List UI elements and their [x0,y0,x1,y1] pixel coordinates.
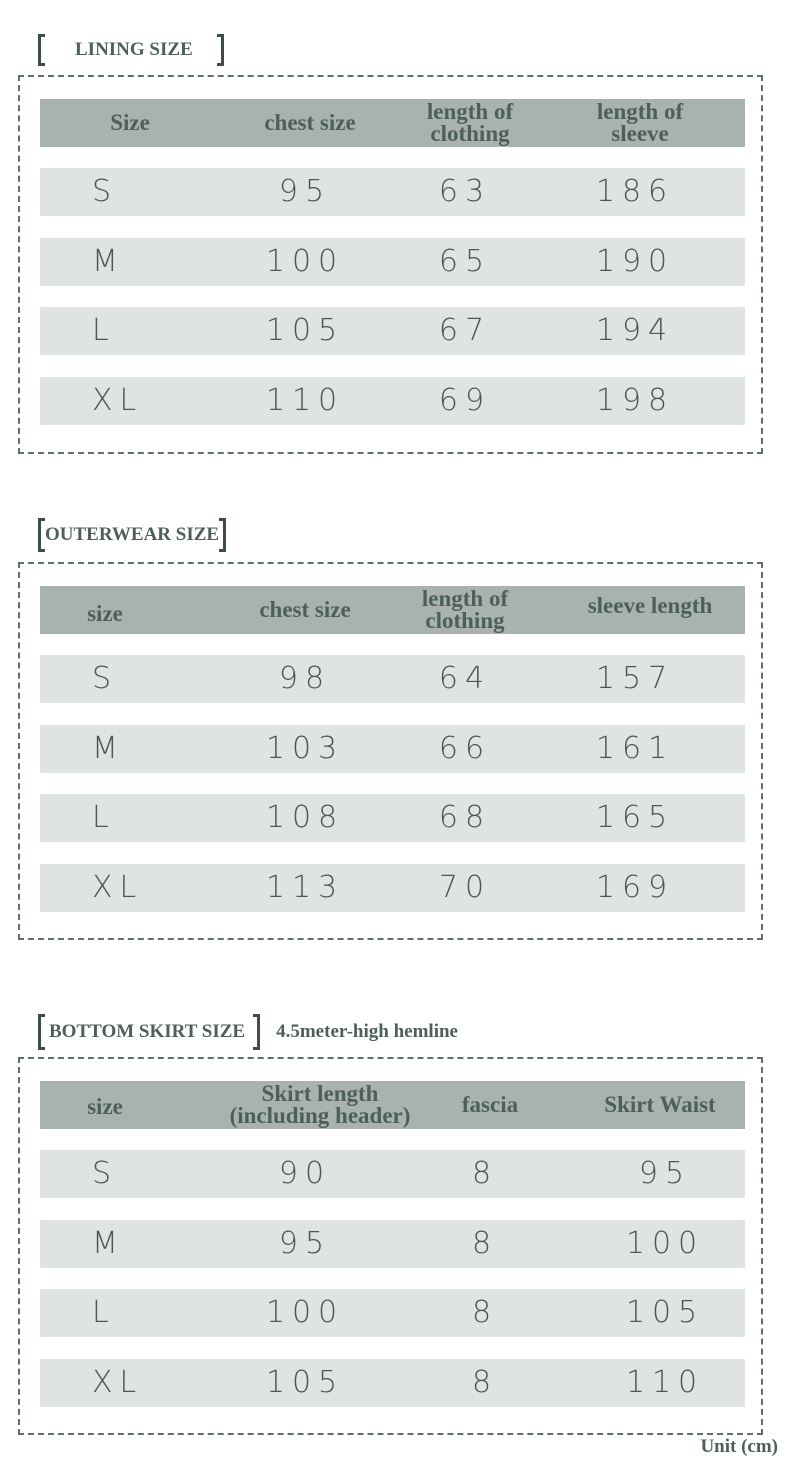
cell-sleeve-length: 157 [595,661,675,696]
column-header-skirt-waist: Skirt Waist [604,1092,716,1117]
cell-chest-size: 113 [265,870,345,905]
cell-size: XL [92,870,144,905]
cell-skirt-waist: 105 [625,1295,705,1330]
column-header-length-of-clothing: length of clothing [426,99,514,146]
table-header-row [40,99,745,147]
cell-length-of-clothing: 70 [438,870,492,905]
column-header-size: Size [110,110,150,135]
column-header-fascia: fascia [461,1092,519,1117]
cell-length-of-sleeve: 194 [595,313,675,348]
cell-size: L [92,800,116,835]
cell-length-of-sleeve: 190 [595,244,675,279]
outerwear-size-table [18,562,763,940]
right-bracket-icon [253,1014,260,1050]
column-header-length-of-clothing: length of clothing [421,586,509,633]
right-bracket-icon [219,518,226,552]
cell-size: S [92,174,119,209]
table-row [40,1150,745,1198]
left-bracket-icon [38,518,45,552]
section-title-text: LINING SIZE [75,39,193,60]
table-row [40,307,745,355]
cell-size: S [92,661,119,696]
table-row [40,1289,745,1337]
cell-length-of-sleeve: 198 [595,383,675,418]
table-row [40,655,745,703]
table-row [40,794,745,842]
table-row [40,238,745,286]
section-title-text: OUTERWEAR SIZE [45,524,220,545]
cell-chest-size: 105 [265,313,345,348]
cell-size: XL [92,1365,144,1400]
cell-chest-size: 95 [278,174,332,209]
cell-skirt-length: 95 [278,1226,332,1261]
cell-size: M [92,1226,125,1261]
section-title-text: BOTTOM SKIRT SIZE [49,1021,246,1042]
cell-chest-size: 110 [265,383,345,418]
column-header-chest-size: chest size [264,110,356,135]
column-header-skirt-length: Skirt length (including header) [229,1081,411,1128]
cell-chest-size: 103 [265,731,345,766]
table-row [40,1359,745,1407]
outerwear-size-title [38,518,226,552]
cell-size: L [92,313,116,348]
cell-sleeve-length: 169 [595,870,675,905]
cell-skirt-length: 100 [265,1295,345,1330]
cell-length-of-clothing: 63 [438,174,492,209]
cell-length-of-clothing: 68 [438,800,492,835]
cell-chest-size: 108 [265,800,345,835]
table-row [40,377,745,425]
cell-skirt-length: 90 [278,1156,332,1191]
cell-skirt-waist: 95 [638,1156,692,1191]
cell-size: M [92,731,125,766]
cell-length-of-clothing: 64 [438,661,492,696]
left-bracket-icon [38,34,45,66]
cell-length-of-sleeve: 186 [595,174,675,209]
column-header-sleeve-length: sleeve length [587,593,713,618]
cell-length-of-clothing: 65 [438,244,492,279]
lining-size-table [18,75,763,454]
column-header-size: size [87,1094,123,1119]
bottom-skirt-size-table [18,1057,763,1435]
cell-size: S [92,1156,119,1191]
cell-length-of-clothing: 69 [438,383,492,418]
cell-fascia: 8 [471,1226,499,1261]
cell-length-of-clothing: 66 [438,731,492,766]
cell-fascia: 8 [471,1365,499,1400]
cell-fascia: 8 [471,1156,499,1191]
cell-chest-size: 98 [278,661,332,696]
table-row [40,725,745,773]
column-header-size: size [87,601,123,626]
table-row [40,1220,745,1268]
cell-sleeve-length: 165 [595,800,675,835]
table-header-row [40,586,745,634]
right-bracket-icon [217,34,224,66]
cell-length-of-clothing: 67 [438,313,492,348]
column-header-length-of-sleeve: length of sleeve [596,99,684,146]
unit-label: Unit (cm) [700,1436,778,1457]
column-header-chest-size: chest size [259,597,351,622]
bottom-skirt-size-title [38,1014,458,1050]
cell-size: XL [92,383,144,418]
cell-size: M [92,244,125,279]
left-bracket-icon [38,1014,45,1050]
cell-size: L [92,1295,116,1330]
cell-chest-size: 100 [265,244,345,279]
cell-skirt-length: 105 [265,1365,345,1400]
cell-skirt-waist: 110 [625,1365,705,1400]
table-row [40,864,745,912]
cell-fascia: 8 [471,1295,499,1330]
cell-skirt-waist: 100 [625,1226,705,1261]
lining-size-title [38,34,224,66]
cell-sleeve-length: 161 [595,731,675,766]
section-subtitle: 4.5meter-high hemline [276,1021,458,1042]
table-row [40,168,745,216]
table-header-row [40,1081,745,1129]
